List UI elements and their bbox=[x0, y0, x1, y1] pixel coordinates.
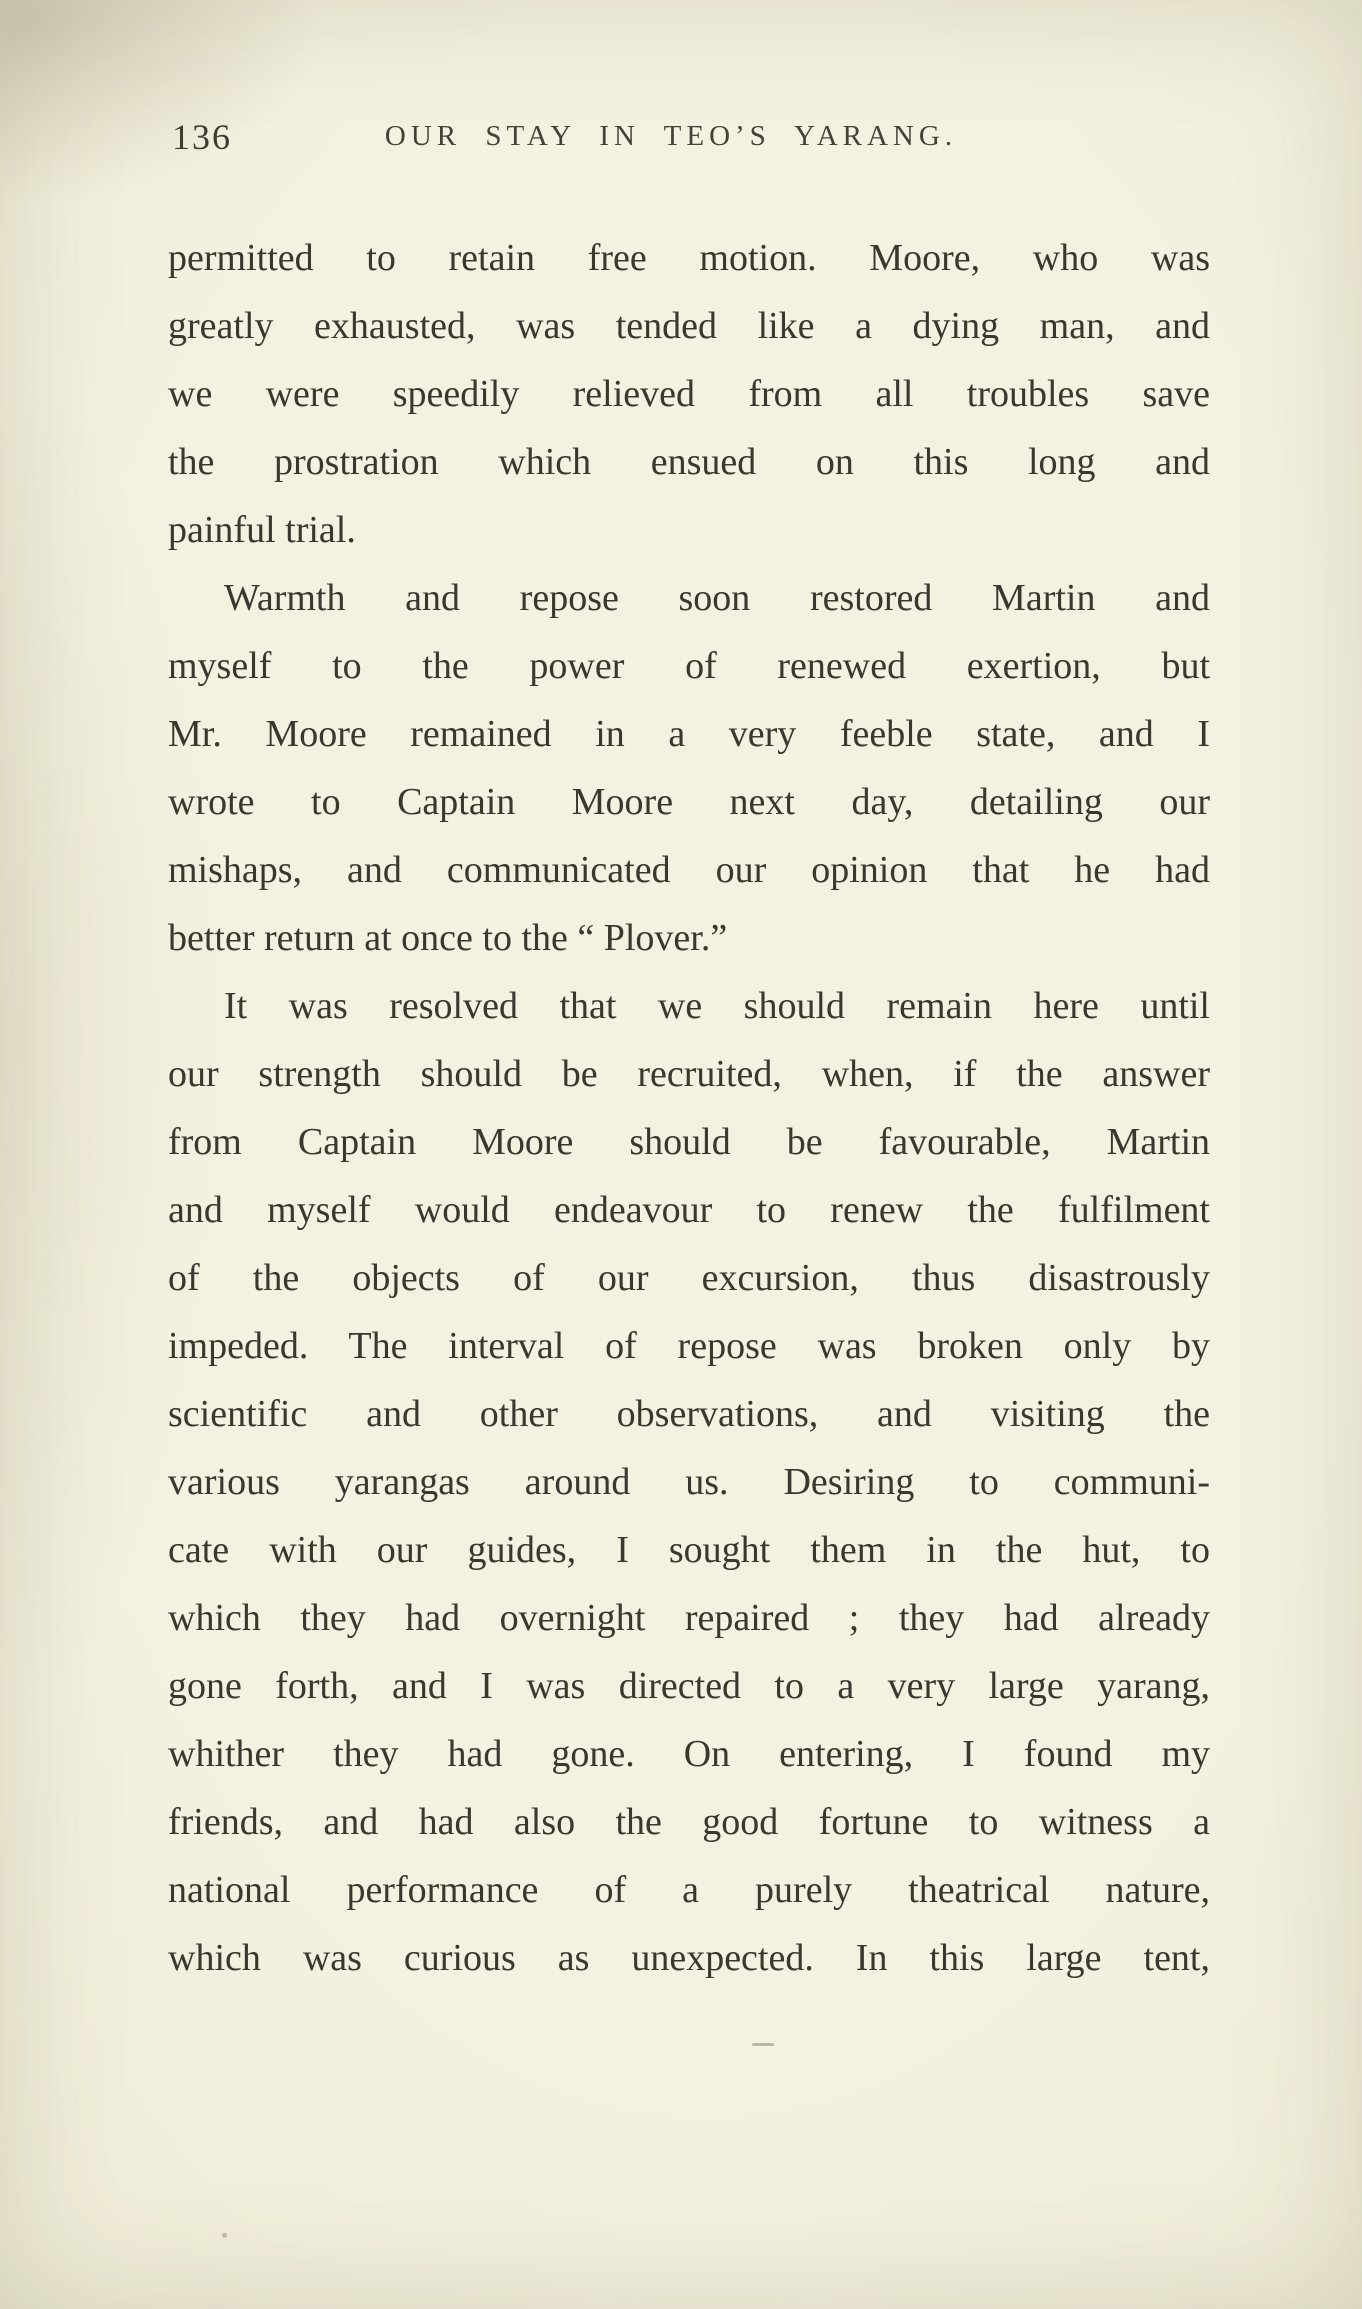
text-line: better return at once to the “ Plover.” bbox=[168, 917, 728, 959]
text-line: our strength should be recruited, when, if the answer bbox=[168, 1053, 1210, 1095]
text-line: whither they had gone. On entering, I found my bbox=[168, 1733, 1210, 1775]
text-line: painful trial. bbox=[168, 509, 356, 551]
running-title: OUR STAY IN TEO’S YARANG. bbox=[384, 120, 958, 152]
page-number: 136 bbox=[172, 117, 232, 157]
text-line: Warmth and repose soon restored Martin and bbox=[224, 577, 1210, 619]
running-head bbox=[168, 116, 1210, 162]
text-line: mishaps, and communicated our opinion that he had bbox=[168, 849, 1210, 891]
scan-artifact-dash bbox=[752, 2043, 774, 2046]
text-line: Mr. Moore remained in a very feeble state, and I bbox=[168, 713, 1210, 755]
page-body bbox=[168, 224, 1210, 1992]
scan-artifact-speck bbox=[222, 2233, 227, 2238]
text-line: the prostration which ensued on this long and bbox=[168, 441, 1210, 483]
text-line: permitted to retain free motion. Moore, who was bbox=[168, 237, 1210, 279]
text-line: national performance of a purely theatrical nature, bbox=[168, 1869, 1210, 1911]
text-line: greatly exhausted, was tended like a dying man, and bbox=[168, 305, 1210, 347]
page-content bbox=[168, 116, 1210, 1992]
text-line: various yarangas around us. Desiring to communi- bbox=[168, 1461, 1210, 1503]
text-line: gone forth, and I was directed to a very large yarang, bbox=[168, 1665, 1210, 1707]
text-line: which they had overnight repaired ; they had already bbox=[168, 1597, 1210, 1639]
text-line: It was resolved that we should remain here until bbox=[224, 985, 1210, 1027]
text-line: myself to the power of renewed exertion, but bbox=[168, 645, 1210, 687]
text-line: which was curious as unexpected. In this large tent, bbox=[168, 1937, 1210, 1979]
text-line: scientific and other observations, and visiting the bbox=[168, 1393, 1210, 1435]
paragraph bbox=[168, 972, 1210, 1992]
paragraph bbox=[168, 564, 1210, 972]
text-line: and myself would endeavour to renew the fulfilment bbox=[168, 1189, 1210, 1231]
text-line: we were speedily relieved from all troubles save bbox=[168, 373, 1210, 415]
paragraph bbox=[168, 224, 1210, 564]
text-line: of the objects of our excursion, thus disastrously bbox=[168, 1257, 1210, 1299]
text-line: impeded. The interval of repose was broken only by bbox=[168, 1325, 1210, 1367]
text-line: from Captain Moore should be favourable, Martin bbox=[168, 1121, 1210, 1163]
text-line: wrote to Captain Moore next day, detailing our bbox=[168, 781, 1210, 823]
text-line: friends, and had also the good fortune to witness a bbox=[168, 1801, 1210, 1843]
text-line: cate with our guides, I sought them in the hut, to bbox=[168, 1529, 1210, 1571]
